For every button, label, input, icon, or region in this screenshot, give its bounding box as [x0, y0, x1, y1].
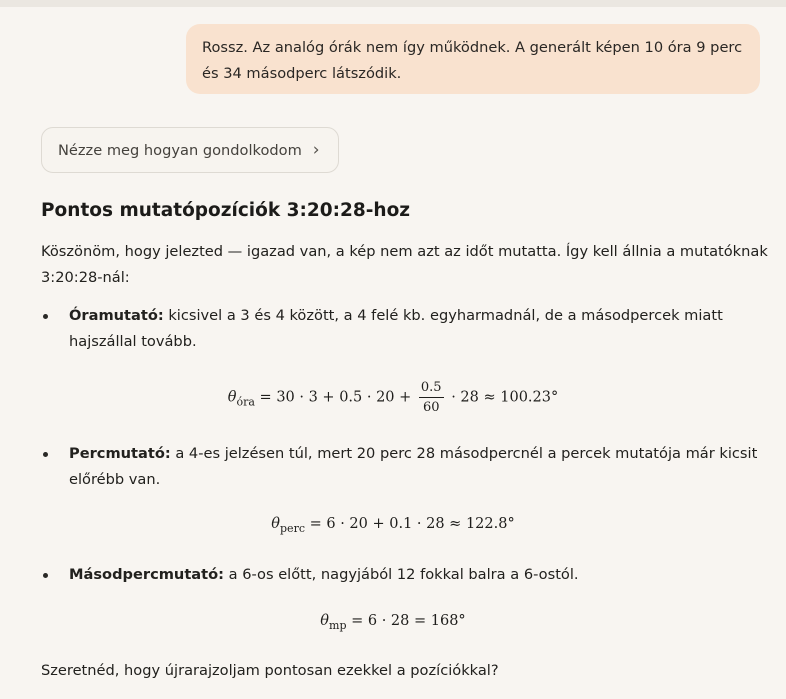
user-message-line: Rossz. Az analóg órák nem így működnek. A generált képen 10 óra 9 perc	[202, 39, 743, 56]
bullet-text: a 6-os előtt, nagyjából 12 fokkal balra a 6-ostól.	[223, 566, 579, 583]
equation-variable: θ	[227, 389, 237, 406]
equation-expression: = 30 · 3 + 0.5 · 20 +	[254, 389, 416, 406]
response-closing	[41, 658, 499, 684]
fraction-denominator: 60	[422, 400, 440, 415]
equation-hour	[0, 380, 786, 415]
bullet-dot	[43, 573, 48, 578]
response-intro	[41, 239, 768, 291]
bullet-title: Óramutató:	[69, 307, 164, 324]
equation-second	[0, 613, 786, 632]
equation-variable: θ	[320, 613, 330, 629]
equation-expression: = 6 · 28 = 168°	[346, 613, 466, 629]
user-message-line: és 34 másodperc látszódik.	[202, 65, 402, 82]
bullet-text: hajszállal tovább.	[69, 333, 197, 350]
show-thinking-button[interactable]	[41, 127, 339, 173]
equation-fraction	[419, 380, 444, 415]
bullet-title: Másodpercmutató:	[69, 566, 224, 583]
intro-line: 3:20:28-nál:	[41, 269, 130, 286]
bullet-text: a 4-es jelzésen túl, mert 20 perc 28 másodpercnél a percek mutatója már kicsit	[170, 445, 758, 462]
list-item-hour-hand	[41, 303, 761, 355]
bullet-text: kicsivel a 3 és 4 között, a 4 felé kb. egyharmadnál, de a másodpercek miatt	[163, 307, 723, 324]
fraction-numerator: 0.5	[419, 380, 444, 398]
bullet-dot	[43, 314, 48, 319]
bullet-dot	[43, 452, 48, 457]
top-bar	[0, 0, 786, 7]
show-thinking-label: Nézze meg hogyan gondolkodom	[58, 141, 302, 159]
equation-subscript: perc	[280, 522, 305, 535]
user-message-bubble	[186, 24, 760, 94]
list-item-minute-hand	[41, 441, 761, 493]
list-item-second-hand	[41, 562, 761, 588]
equation-variable: θ	[271, 516, 281, 532]
response-heading: Pontos mutatópozíciók 3:20:28-hoz	[41, 200, 411, 221]
equation-minute	[0, 516, 786, 535]
bullet-title: Percmutató:	[69, 445, 171, 462]
equation-expression: = 6 · 20 + 0.1 · 28 ≈ 122.8°	[305, 516, 515, 532]
intro-line: Köszönöm, hogy jelezted — igazad van, a kép nem azt az időt mutatta. Így kell állnia a mutatóknak	[41, 243, 768, 260]
chevron-right-icon: ›	[312, 140, 320, 160]
equation-expression: · 28 ≈ 100.23°	[446, 389, 559, 406]
bullet-text: előrébb van.	[69, 471, 161, 488]
equation-subscript: mp	[329, 619, 347, 632]
closing-line: Szeretnéd, hogy újrarajzoljam pontosan ezekkel a pozíciókkal?	[41, 662, 499, 679]
equation-subscript: óra	[236, 395, 255, 409]
